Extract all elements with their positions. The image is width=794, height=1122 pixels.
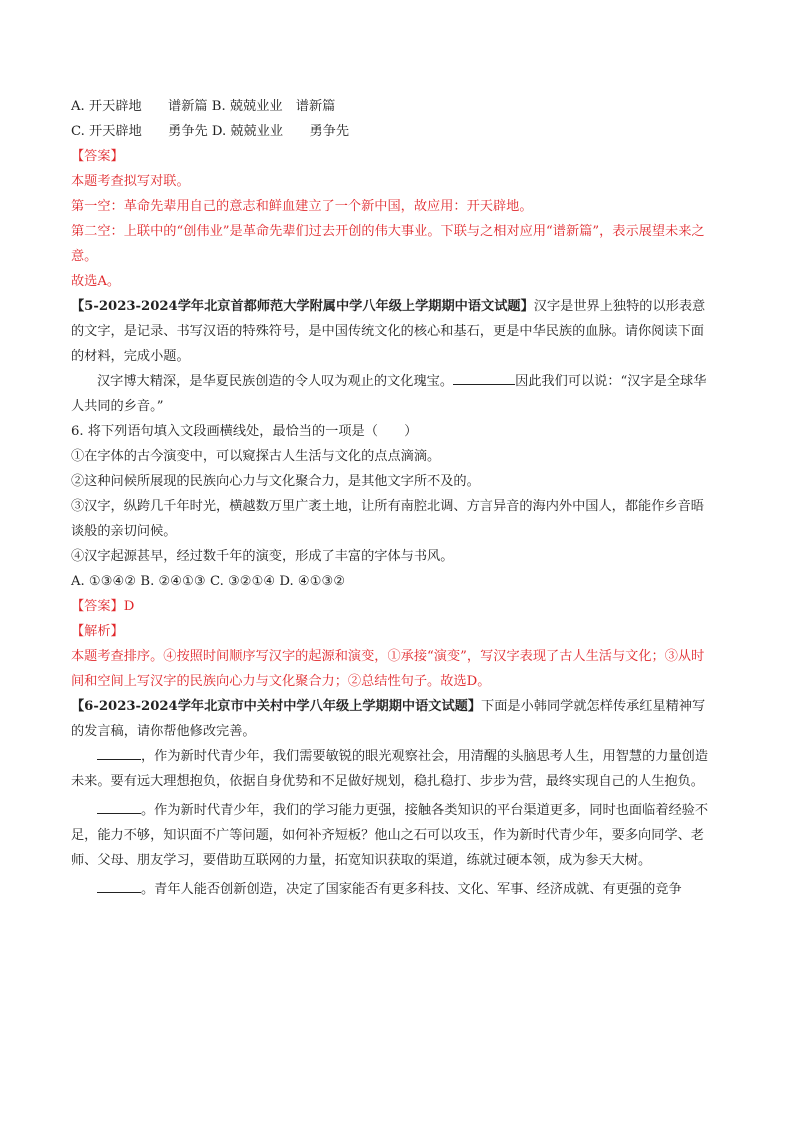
q5-answer-line-2: 第一空：革命先辈用自己的意志和鲜血建立了一个新中国，故应用：开天辟地。 <box>71 199 533 214</box>
q6-section-header: 【5-2023-2024学年北京首都师范大学附属中学八年级上学期期中语文试题】 <box>71 299 534 314</box>
q6-passage <box>71 369 712 419</box>
q7-blank-3 <box>97 892 141 893</box>
q5-answer-line-3: 第二空：上联中的“创伟业”是革命先辈们过去开创的伟大事业。下联与之相对应用“谱新篇”，表示展望未来之意。 <box>71 224 705 264</box>
q6-passage-after: 因此我们可以说：“汉字是全球华人共同的乡音。” <box>71 374 707 414</box>
q7-blank-1 <box>97 759 141 760</box>
q6-passage-blank <box>453 384 515 385</box>
q6-analysis-label: 【解析】 <box>71 624 124 639</box>
q7-section-intro <box>71 694 712 744</box>
q6-answer-label: 【答案】 <box>71 599 124 614</box>
q6-passage-before: 汉字博大精深，是华夏民族创造的令人叹为观止的文化瑰宝。 <box>97 374 454 389</box>
q6-sentence-3: ③汉字，纵跨几千年时光，横越数万里广袤土地，让所有南腔北调、方言异音的海内外中国人，都能作乡音晤谈般的亲切问候。 <box>71 499 704 539</box>
q7-paragraph-2-text: 。作为新时代青少年，我们的学习能力更强，接触各类知识的平台渠道更多，同时也面临着经验不足，能力不够，知识面不广等问题，如何补齐短板？他山之石可以攻玉，作为新时代青少年，要多向同学、老师、父母、朋友学习，要借助互联网的力量，拓宽知识获取的渠道，练就过硬本领，成为参天大树。 <box>71 803 709 868</box>
q5-answer-line-4: 故选A。 <box>71 274 121 289</box>
q6-section-intro <box>71 294 712 369</box>
q6-sentence-1: ①在字体的古今演变中，可以窥探古人生活与文化的点点滴滴。 <box>71 449 441 464</box>
q6-sentence-2: ②这种问候所展现的民族向心力与文化聚合力，是其他文字所不及的。 <box>71 474 480 489</box>
q6-analysis: 本题考查排序。④按照时间顺序写汉字的起源和演变，①承接“演变”，写汉字表现了古人生活与文化；③从时间和空间上写汉字的民族向心力与文化聚合力；②总结性句子。故选D。 <box>71 649 705 689</box>
q6-options: A. ①③④② B. ②④①③ C. ③②①④ D. ④①③② <box>71 574 346 589</box>
q5-answer-line-1: 本题考查拟写对联。 <box>71 174 190 189</box>
q7-paragraph-3-text: 。青年人能否创新创造，决定了国家能否有更多科技、文化、军事、经济成就、有更强的竞争 <box>141 882 682 897</box>
q5-options-line-1: A. 开天辟地 谱新篇 B. 兢兢业业 谱新篇 <box>71 99 336 114</box>
q6-sentence-4: ④汉字起源甚早，经过数千年的演变，形成了丰富的字体与书风。 <box>71 549 454 564</box>
q7-paragraph-3 <box>71 877 712 902</box>
q7-section-intro-text: 下面是小韩同学就怎样传承红星精神写的发言稿，请你帮他修改完善。 <box>71 699 706 739</box>
q5-answer-label: 【答案】 <box>71 149 124 164</box>
q6-stem: 6. 将下列语句填入文段画横线处，最恰当的一项是（ ） <box>71 424 418 439</box>
q6-section-intro-text: 汉字是世界上独特的以形表意的文字，是记录、书写汉语的特殊符号，是中国传统文化的核心和基石，更是中华民族的血脉。请你阅读下面的材料，完成小题。 <box>71 299 706 364</box>
q7-blank-2 <box>97 813 141 814</box>
q6-answer <box>71 594 712 619</box>
q6-answer-value: D <box>123 599 135 614</box>
q7-section-header: 【6-2023-2024学年北京市中关村中学八年级上学期期中语文试题】 <box>71 699 482 714</box>
q7-paragraph-1 <box>71 744 712 794</box>
q7-paragraph-2 <box>71 798 712 873</box>
q5-options-line-2: C. 开天辟地 勇争先 D. 兢兢业业 勇争先 <box>71 124 350 139</box>
q7-paragraph-1-text: ，作为新时代青少年，我们需要敏锐的眼光观察社会，用清醒的头脑思考人生，用智慧的力量创造未来。要有远大理想抱负，依据自身优势和不足做好规划，稳扎稳打、步步为营，最终实现自己的人生抱负。 <box>71 749 709 789</box>
